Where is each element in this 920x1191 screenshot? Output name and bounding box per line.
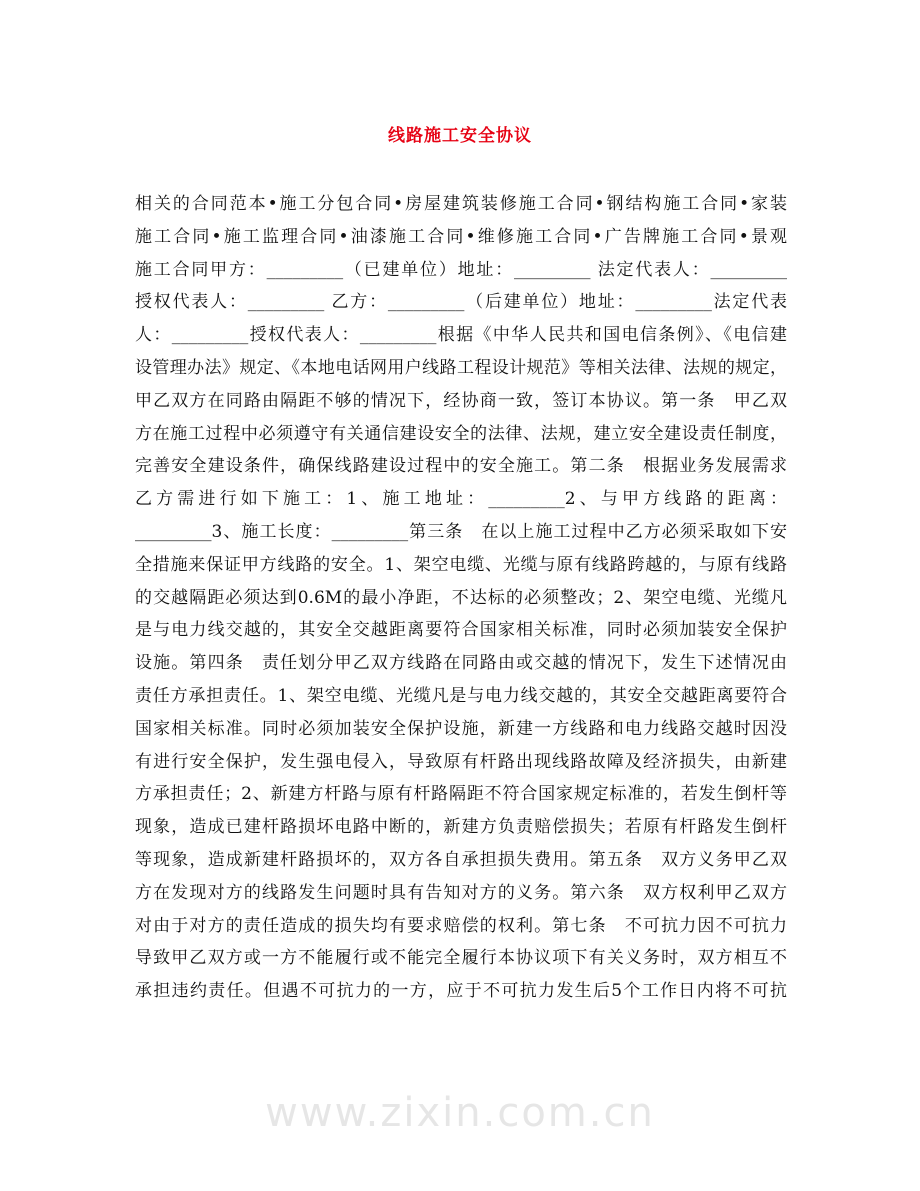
text-line: 国家相关标准。同时必须加装安全保护设施，新建一方线路和电力线路交越时因没 <box>135 718 787 739</box>
text-line: 方在施工过程中必须遵守有关通信建设安全的法律、法规，建立安全建设责任制度， <box>135 423 787 444</box>
text-line: 设管理办法》规定、《本地电话网用户线路工程设计规范》等相关法律、法规的规定， <box>135 357 787 378</box>
text-line: 现象，造成已建杆路损坏电路中断的，新建方负责赔偿损失；若原有杆路发生倒杆 <box>135 817 787 838</box>
text-line: 甲乙双方在同路由隔距不够的情况下，经协商一致，签订本协议。第一条 甲乙双 <box>135 390 787 411</box>
text-line: 承担违约责任。但遇不可抗力的一方，应于不可抗力发生后5个工作日内将不可抗 <box>135 981 787 1002</box>
text-line: 的交越隔距必须达到0.6M的最小净距，不达标的必须整改；2、架空电缆、光缆凡 <box>135 587 787 608</box>
watermark: www.zixin.com.cn <box>265 1090 655 1136</box>
text-line: 乙方需进行如下施工：1、施工地址：_________2、与甲方线路的距离： <box>135 489 787 510</box>
text-line: _________3、施工长度：_________第三条 在以上施工过程中乙方必须采取如下安 <box>135 521 787 542</box>
text-line: 设施。第四条 责任划分甲乙双方线路在同路由或交越的情况下，发生下述情况由 <box>135 653 787 674</box>
text-line: 施工合同•施工监理合同•油漆施工合同•维修施工合同•广告牌施工合同•景观 <box>135 226 787 247</box>
document-body <box>135 188 787 1008</box>
text-line: 导致甲乙双方或一方不能履行或不能完全履行本协议项下有关义务时，双方相互不 <box>135 948 787 969</box>
text-line: 对由于对方的责任造成的损失均有要求赔偿的权利。第七条 不可抗力因不可抗力 <box>135 915 787 936</box>
text-line: 相关的合同范本•施工分包合同•房屋建筑装修施工合同•钢结构施工合同•家装 <box>135 194 787 214</box>
document-title: 线路施工安全协议 <box>388 126 532 146</box>
text-line: 有进行安全保护，发生强电侵入，导致原有杆路出现线路故障及经济损失，由新建 <box>135 751 787 772</box>
text-line: 责任方承担责任。1、架空电缆、光缆凡是与电力线交越的，其安全交越距离要符合 <box>135 685 787 706</box>
text-line: 人：_________授权代表人：_________根据《中华人民共和国电信条例》、《电信建 <box>135 325 787 346</box>
text-line: 施工合同甲方：_________（已建单位）地址：_________ 法定代表人：_________ <box>135 259 787 280</box>
text-line: 完善安全建设条件，确保线路建设过程中的安全施工。第二条 根据业务发展需求 <box>135 456 787 477</box>
text-line: 全措施来保证甲方线路的安全。1、架空电缆、光缆与原有线路跨越的，与原有线路 <box>135 554 787 575</box>
text-line: 方在发现对方的线路发生问题时具有告知对方的义务。第六条 双方权利甲乙双方 <box>135 882 787 903</box>
text-line: 授权代表人：_________ 乙方：_________（后建单位）地址：_________法定代表 <box>135 292 787 313</box>
text-line: 是与电力线交越的，其安全交越距离要符合国家相关标准，同时必须加装安全保护 <box>135 620 787 641</box>
text-line: 等现象，造成新建杆路损坏的，双方各自承担损失费用。第五条 双方义务甲乙双 <box>135 849 787 870</box>
text-line: 方承担责任；2、新建方杆路与原有杆路隔距不符合国家规定标准的，若发生倒杆等 <box>135 784 787 805</box>
